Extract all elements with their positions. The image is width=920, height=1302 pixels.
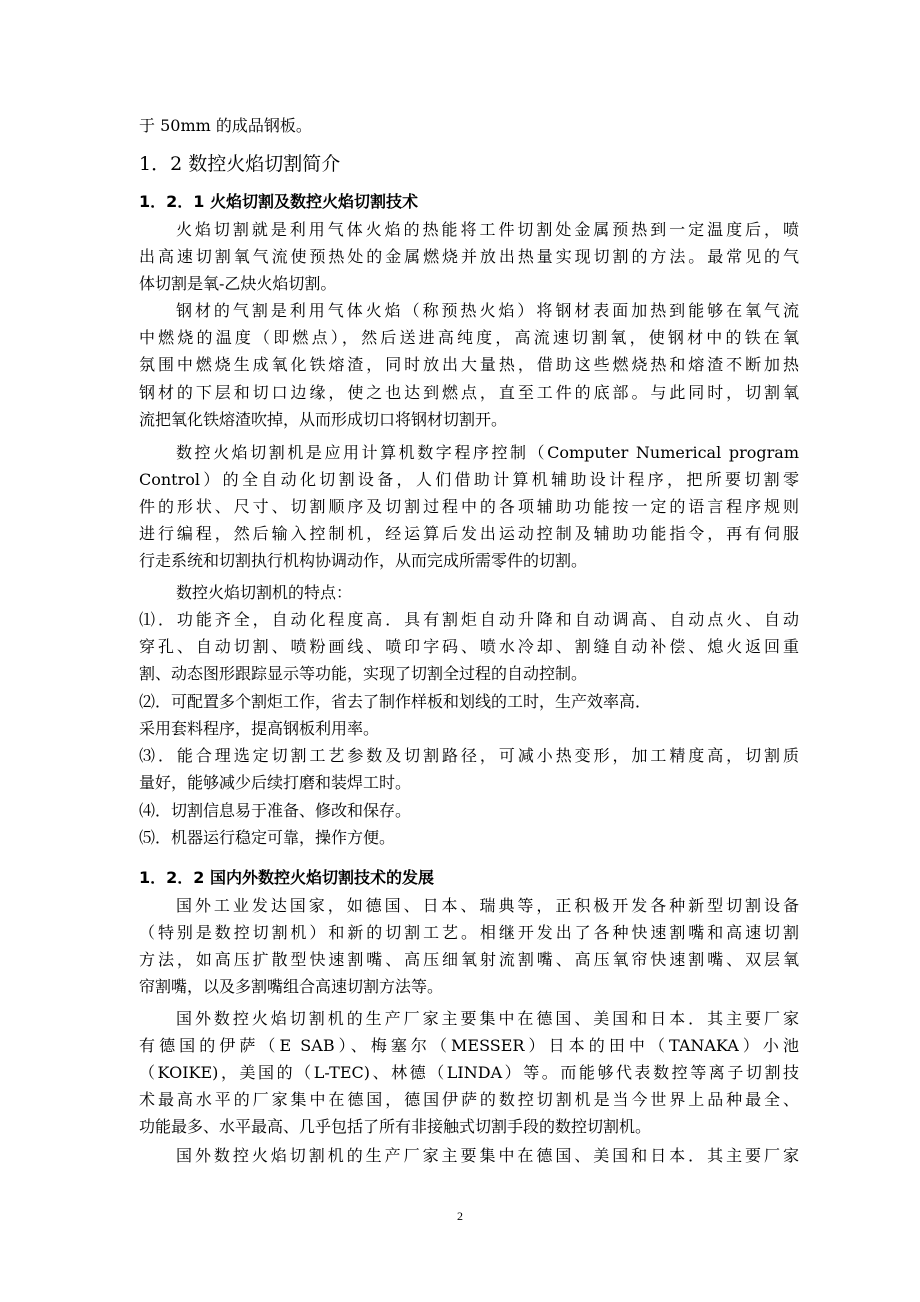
- paragraph-line: 中燃烧的温度（即燃点），然后送进高纯度，高流速切割氧，使钢材中的铁在氧: [139, 328, 799, 347]
- paragraph-line: 国外数控火焰切割机的生产厂家主要集中在德国、美国和日本．其主要厂家: [176, 1146, 799, 1165]
- feature-line: ⑶．能合理选定切割工艺参数及切割路径，可减小热变形，加工精度高，切割质: [139, 746, 799, 765]
- feature-line: 量好，能够减少后续打磨和装焊工时。: [139, 773, 412, 792]
- paragraph-line: 钢材的下层和切口边缘，使之也达到燃点，直至工件的底部。与此同时，切割氧: [139, 383, 799, 402]
- paragraph-line: 火焰切割就是利用气体火焰的热能将工件切割处金属预热到一定温度后，喷: [176, 220, 799, 239]
- section-title: 1．2 数控火焰切割简介: [139, 153, 341, 175]
- paragraph-line: 有德国的伊萨（E SAB）、梅塞尔（MESSER）日本的田中（TANAKA）小池: [139, 1036, 799, 1055]
- paragraph-line: Control）的全自动化切割设备，人们借助计算机辅助设计程序，把所要切割零: [139, 470, 799, 489]
- paragraph-line: 出高速切割氧气流使预热处的金属燃烧并放出热量实现切割的方法。最常见的气: [139, 247, 799, 266]
- feature-line: 穿孔、自动切割、喷粉画线、喷印字码、喷水冷却、割缝自动补偿、熄火返回重: [139, 637, 799, 656]
- paragraph-line: 体切割是氧-乙炔火焰切割。: [139, 274, 337, 293]
- paragraph-line: 方法，如高压扩散型快速割嘴、高压细氧射流割嘴、高压氧帘快速割嘴、双层氧: [139, 950, 799, 969]
- paragraph-line: 行走系统和切割执行机构协调动作，从而完成所需零件的切割。: [139, 551, 588, 570]
- paragraph-line: 功能最多、水平最高、几乎包括了所有非接触式切割手段的数控切割机。: [139, 1117, 652, 1136]
- paragraph-line: （特别是数控切割机）和新的切割工艺。相继开发出了各种快速割嘴和高速切割: [139, 923, 799, 942]
- subsection-title-2: 1．2．2 国内外数控火焰切割技术的发展: [139, 868, 434, 887]
- feature-line: ⑸．机器运行稳定可靠，操作方便。: [139, 828, 396, 847]
- paragraph-line: 件的形状、尺寸、切割顺序及切割过程中的各项辅助功能按一定的语言程序规则: [139, 497, 799, 516]
- paragraph-line: 国外数控火焰切割机的生产厂家主要集中在德国、美国和日本．其主要厂家: [176, 1009, 799, 1028]
- feature-line: 采用套料程序，提高钢板利用率。: [139, 719, 380, 738]
- paragraph-line: 帘割嘴，以及多割嘴组合高速切割方法等。: [139, 977, 444, 996]
- paragraph-line: 钢材的气割是利用气体火焰（称预热火焰）将钢材表面加热到能够在氧气流: [176, 301, 799, 320]
- features-intro: 数控火焰切割机的特点：: [176, 583, 353, 602]
- paragraph-line: 数控火焰切割机是应用计算机数字程序控制（Computer Numerical program: [176, 443, 799, 462]
- intro-tail-text: 于 50mm 的成品钢板。: [139, 116, 312, 135]
- paragraph-line: 流把氧化铁熔渣吹掉，从而形成切口将钢材切割开。: [139, 410, 508, 429]
- page-number: 2: [457, 1209, 463, 1223]
- subsection-title-1: 1．2．1 火焰切割及数控火焰切割技术: [139, 192, 418, 211]
- feature-line: ⑵．可配置多个割炬工作，省去了制作样板和划线的工时，生产效率高．: [139, 692, 652, 711]
- paragraph-line: 国外工业发达国家，如德国、日本、瑞典等，正积极开发各种新型切割设备: [176, 896, 799, 915]
- paragraph-line: 进行编程，然后输入控制机，经运算后发出运动控制及辅助功能指令，再有伺服: [139, 524, 799, 543]
- paragraph-line: （KOIKE)，美国的（L-TEC)、林德（LINDA）等。而能够代表数控等离子切割技: [139, 1063, 799, 1082]
- feature-line: ⑷．切割信息易于准备、修改和保存。: [139, 801, 412, 820]
- paragraph-line: 氛围中燃烧生成氧化铁熔渣，同时放出大量热，借助这些燃烧热和熔渣不断加热: [139, 355, 799, 374]
- feature-line: 割、动态图形跟踪显示等功能，实现了切割全过程的自动控制。: [139, 664, 588, 683]
- paragraph-line: 术最高水平的厂家集中在德国，德国伊萨的数控切割机是当今世界上品种最全、: [139, 1090, 799, 1109]
- feature-line: ⑴．功能齐全，自动化程度高．具有割炬自动升降和自动调高、自动点火、自动: [139, 610, 799, 629]
